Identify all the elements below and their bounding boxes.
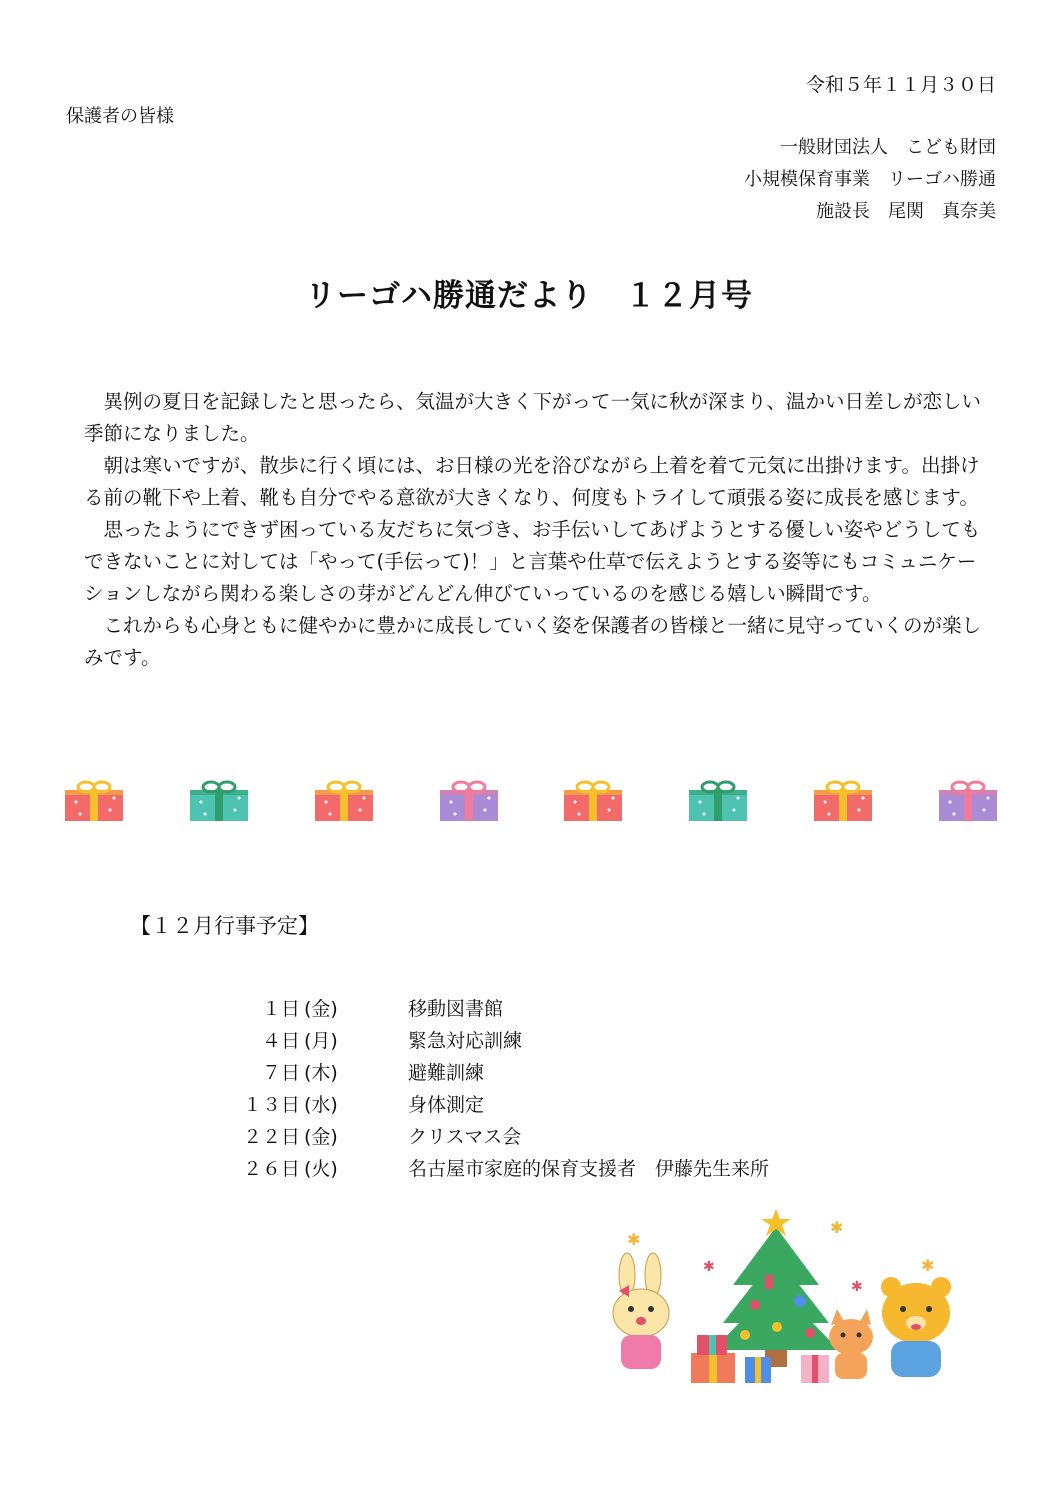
sparkle-icon: ✱ [703, 1259, 715, 1275]
sender-director: 施設長 尾関 真奈美 [816, 201, 996, 222]
schedule-heading: 【１２月行事予定】 [130, 914, 319, 938]
event-name: クリスマス会 [408, 1126, 522, 1148]
recipient: 保護者の皆様 [66, 106, 174, 127]
gift-border [64, 780, 998, 824]
gift-icon [938, 780, 998, 822]
gift-icon [813, 780, 873, 822]
event-day: (月) [304, 1030, 338, 1052]
svg-text:✱: ✱ [921, 1256, 935, 1275]
event-date: １日 [261, 998, 300, 1020]
christmas-tree-animals-illustration [605, 1205, 965, 1390]
body-paragraph: 異例の夏日を記録したと思ったら、気温が大きく下がって一気に秋が深まり、温かい日差しが恋しい季節になりました。 [84, 390, 982, 445]
document-date: 令和５年１１月３０日 [805, 74, 996, 96]
bear-character-icon [881, 1277, 951, 1377]
event-name: 移動図書館 [408, 998, 504, 1020]
event-date: ７日 [261, 1062, 300, 1084]
event-name: 避難訓練 [408, 1062, 485, 1084]
sparkle-icon: ✱ [851, 1279, 863, 1295]
event-day: (木) [304, 1062, 338, 1084]
gift-icon [563, 780, 623, 822]
sender-facility: 小規模保育事業 リーゴハ勝通 [744, 169, 996, 190]
event-date: ２２日 [242, 1126, 300, 1148]
event-name: 名古屋市家庭的保育支援者 伊藤先生来所 [408, 1158, 770, 1180]
rabbit-character-icon [613, 1253, 669, 1369]
event-day: (火) [304, 1158, 338, 1180]
newsletter-title: リーゴハ勝通だより １２月号 [305, 278, 753, 314]
gift-icon [64, 780, 124, 822]
body-text [84, 386, 994, 674]
svg-text:✱: ✱ [830, 1218, 844, 1237]
event-day: (水) [304, 1094, 338, 1116]
gift-icon [439, 780, 499, 822]
sender-organization: 一般財団法人 こども財団 [780, 137, 996, 158]
gift-icon [688, 780, 748, 822]
event-date: ２６日 [242, 1158, 300, 1180]
event-date: １３日 [242, 1094, 300, 1116]
present-box-icon [801, 1355, 829, 1383]
event-name: 緊急対応訓練 [408, 1030, 523, 1052]
sender-block [744, 132, 996, 228]
kitten-character-icon [829, 1309, 873, 1379]
body-paragraph: 思ったようにできず困っている友だちに気づき、お手伝いしてあげようとする優しい姿やどうしてもできないことに対しては「やって(手伝って)！」と言葉や仕草で伝えようとする姿等にもコミュニケーションしながら関わる楽しさの芽がどんどん伸びていっているのを感じる嬉しい瞬間です。 [84, 518, 981, 605]
present-box-icon [745, 1357, 771, 1383]
event-day: (金) [304, 998, 338, 1020]
event-name: 身体測定 [408, 1094, 485, 1116]
gift-icon [314, 780, 374, 822]
event-date: ４日 [261, 1030, 300, 1052]
event-day: (金) [304, 1126, 338, 1148]
svg-text:✱: ✱ [627, 1230, 641, 1249]
body-paragraph: これからも心身ともに健やかに豊かに成長していく姿を保護者の皆様と一緒に見守っていくのが楽しみです。 [84, 614, 982, 669]
gift-icon [189, 780, 249, 822]
christmas-tree-icon [713, 1209, 839, 1367]
body-paragraph: 朝は寒いですが、散歩に行く頃には、お日様の光を浴びながら上着を着て元気に出掛けます。出掛ける前の靴下や上着、靴も自分でやる意欲が大きくなり、何度もトライして頑張る姿に成長を感じます。 [84, 454, 980, 509]
